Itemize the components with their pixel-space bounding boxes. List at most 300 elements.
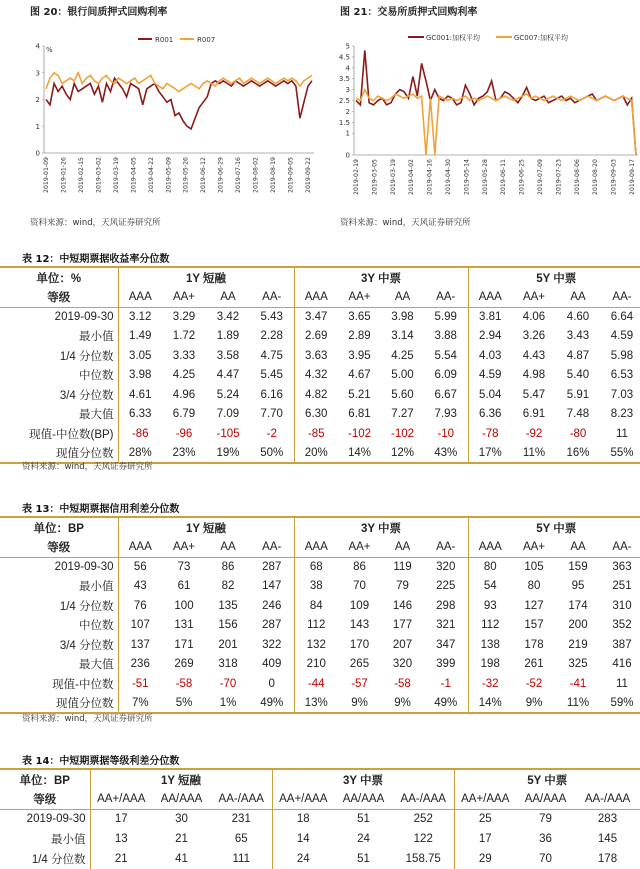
table-cell: 6.81 <box>348 408 371 421</box>
table-cell: 93 <box>483 599 497 612</box>
table-cell: 7.93 <box>424 405 468 425</box>
table-cell: 4.59 <box>610 330 634 343</box>
table-cell: -2 <box>250 424 294 444</box>
fig21-ytick: 1 <box>345 129 350 138</box>
fig20-ytick: 1 <box>35 122 40 131</box>
table-cell: 100 <box>174 599 194 612</box>
level-label: 等级 <box>0 789 90 809</box>
table-cell: 158.75 <box>393 849 454 869</box>
table-cell: 109 <box>349 599 370 612</box>
table-cell: 236 <box>130 658 150 671</box>
fig21-xtick: 2019-08-20 <box>592 159 600 195</box>
table-cell: 11% <box>512 444 556 464</box>
table13 <box>0 516 640 714</box>
fig21-xtick: 2019-03-05 <box>371 159 379 195</box>
fig21-xtick: 2019-05-28 <box>481 159 489 195</box>
fig20-source: 资料来源：wind，天风证券研究所 <box>30 218 161 228</box>
table-cell: 73 <box>177 561 191 573</box>
grade-header: AA+ <box>338 287 381 307</box>
grade-header: AA <box>556 537 600 557</box>
table-cell: 82 <box>221 580 235 593</box>
table-cell: 3.26 <box>522 330 546 343</box>
table-cell: -52 <box>525 677 543 690</box>
table-cell: 416 <box>612 658 632 671</box>
table-cell: 86 <box>353 561 366 573</box>
fig20-xtick: 2019-08-02 <box>252 157 260 193</box>
table-cell: 49% <box>250 694 294 714</box>
fig21-ytick: 3.5 <box>338 75 350 84</box>
table-row <box>0 809 640 829</box>
fig20-series-line <box>46 73 312 92</box>
grade-header: AA <box>381 537 424 557</box>
row-label: 中位数 <box>0 616 118 636</box>
table-cell: 156 <box>218 619 238 632</box>
table-cell: 246 <box>250 596 294 616</box>
table-cell: 4.25 <box>391 349 414 362</box>
fig21-xtick: 2019-04-30 <box>445 159 452 195</box>
fig20-xtick: 2019-01-26 <box>60 157 68 193</box>
row-label: 最大值 <box>0 655 118 675</box>
fig21-xtick: 2019-04-02 <box>408 159 416 195</box>
table-cell: 143 <box>349 619 370 632</box>
table-row <box>0 366 640 386</box>
grade-header: AAA <box>468 537 512 557</box>
table-cell: 7.48 <box>566 408 590 421</box>
table-cell: 68 <box>309 561 323 573</box>
table-cell: 65 <box>211 829 272 849</box>
table-cell: 178 <box>597 853 618 865</box>
table-cell: 2.89 <box>348 330 371 343</box>
table-row <box>0 346 640 366</box>
table-cell: 3.95 <box>348 349 371 362</box>
table13-title: 表 13：中短期票据信用利差分位数 <box>22 504 180 515</box>
table-cell: 119 <box>393 561 412 573</box>
fig20-xtick: 2019-04-22 <box>147 157 155 193</box>
table-cell: -70 <box>219 677 237 690</box>
table-cell: 54 <box>483 580 497 593</box>
header-row-grades <box>0 789 640 809</box>
table14 <box>0 768 640 869</box>
table-cell: 51 <box>357 853 370 865</box>
unit-label: 单位：BP <box>0 517 118 537</box>
table-cell: 6.67 <box>424 385 468 405</box>
table-cell: 399 <box>424 655 468 675</box>
table-cell: 138 <box>480 638 500 651</box>
fig21-xtick: 2019-09-17 <box>629 159 636 195</box>
table-cell: 3.14 <box>391 330 414 343</box>
table-cell: 135 <box>218 599 238 612</box>
table12 <box>0 266 640 464</box>
header-row-groups <box>0 517 640 537</box>
table-cell: 3.58 <box>216 349 240 362</box>
fig21-chart <box>320 20 640 220</box>
fig21-legend-gc001: GC001:加权平均 <box>426 34 481 42</box>
table-cell: 50% <box>250 444 294 464</box>
table-row <box>0 405 640 425</box>
table-cell: 171 <box>174 638 194 651</box>
table-cell: 265 <box>349 658 370 671</box>
level-label: 等级 <box>0 537 118 557</box>
row-label: 1/4 分位数 <box>0 346 118 366</box>
table-cell: 5.24 <box>216 388 240 401</box>
table-cell: 7.70 <box>250 405 294 425</box>
grade-header: AA/AAA <box>334 789 393 809</box>
table-cell: 70 <box>539 853 552 865</box>
row-label: 1/4 分位数 <box>0 596 118 616</box>
table-cell: 86 <box>221 561 235 573</box>
table-cell: 11% <box>556 694 600 714</box>
fig20-ytick: 0 <box>35 149 40 158</box>
table-cell: 2.69 <box>305 330 328 343</box>
table-cell: 122 <box>393 829 454 849</box>
table-cell: 5.21 <box>348 388 371 401</box>
table-cell: 9% <box>338 694 381 714</box>
grade-header: AA-/AAA <box>575 789 640 809</box>
table-cell: 6.91 <box>522 408 546 421</box>
grade-header: AA+ <box>512 287 556 307</box>
table-cell: 261 <box>524 658 544 671</box>
unit-label: 单位：% <box>0 267 118 287</box>
table-cell: 12% <box>381 444 424 464</box>
table-cell: -85 <box>307 427 325 440</box>
table-cell: 3.43 <box>566 330 590 343</box>
fig21-source: 资料来源：wind，天风证券研究所 <box>340 218 471 228</box>
fig20-xtick: 2019-02-15 <box>77 157 85 193</box>
fig21-ytick: 3 <box>345 86 350 95</box>
row-label: 现值分位数 <box>0 444 118 464</box>
row-label: 2019-09-30 <box>0 809 90 829</box>
table-row <box>0 577 640 597</box>
fig21-ytick: 2 <box>345 107 350 116</box>
table-cell: 363 <box>612 561 632 573</box>
table-cell: 14% <box>338 444 381 464</box>
grade-header: AA+/AAA <box>272 789 334 809</box>
table13-source: 资料来源：wind，天风证券研究所 <box>22 714 153 724</box>
table-cell: 4.87 <box>566 349 590 362</box>
group-header: 1Y 短融 <box>118 517 294 537</box>
table-cell: 0 <box>250 674 294 694</box>
table-cell: 159 <box>568 561 588 573</box>
grade-header: AA- <box>600 537 640 557</box>
table-cell: 6.79 <box>172 408 196 421</box>
row-label: 现值-中位数 <box>0 674 118 694</box>
table-cell: 5% <box>162 694 206 714</box>
table-cell: 13 <box>114 833 128 845</box>
table-cell: 1.89 <box>216 330 240 343</box>
table-cell: 56 <box>133 561 147 573</box>
row-label: 1/4 分位数 <box>0 849 90 869</box>
table-cell: 269 <box>174 658 194 671</box>
table-row <box>0 424 640 444</box>
table-cell: 17% <box>468 444 512 464</box>
fig20-xtick: 2019-01-09 <box>43 157 50 193</box>
table-cell: 1.72 <box>172 330 196 343</box>
table-cell: 146 <box>392 599 413 612</box>
group-header: 5Y 中票 <box>468 517 640 537</box>
table-cell: 5.98 <box>610 349 634 362</box>
table-cell: 20% <box>294 444 338 464</box>
table-cell: 320 <box>424 557 468 577</box>
table-cell: 321 <box>424 616 468 636</box>
fig21-ytick: 0 <box>345 151 350 160</box>
grade-header: AAA <box>118 537 162 557</box>
fig20-xtick: 2019-06-29 <box>217 157 225 193</box>
fig20-title: 图 20：银行间质押式回购利率 <box>30 7 168 18</box>
fig20-ytick: 2 <box>35 96 40 104</box>
table-cell: 19% <box>206 444 250 464</box>
fig20-xtick: 2019-09-05 <box>287 157 295 193</box>
table12-title: 表 12：中短期票据收益率分位数 <box>22 254 170 265</box>
grade-header: AA <box>381 287 424 307</box>
table-cell: 59% <box>600 694 640 714</box>
grade-header: AAA <box>294 287 338 307</box>
table-cell: 4.96 <box>172 388 196 401</box>
table-cell: 24 <box>296 853 310 865</box>
table-cell: 137 <box>130 638 150 651</box>
table-cell: 298 <box>424 596 468 616</box>
table-cell: 111 <box>211 849 272 869</box>
table-cell: 157 <box>524 619 544 632</box>
grade-header: AA- <box>250 287 294 307</box>
fig20-xtick: 2019-05-09 <box>165 157 173 193</box>
table-row <box>0 596 640 616</box>
table-cell: 127 <box>524 599 544 612</box>
unit-label: 单位：BP <box>0 769 90 789</box>
table-cell: 6.30 <box>305 408 328 421</box>
table-cell: 3.47 <box>305 311 328 323</box>
table-cell: 95 <box>571 580 585 593</box>
table-cell: 17 <box>114 813 128 826</box>
grade-header: AA+/AAA <box>454 789 516 809</box>
fig20-ytick: 3 <box>35 69 40 78</box>
header-row-groups <box>0 769 640 789</box>
table-cell: 9% <box>381 694 424 714</box>
table-cell: 5.00 <box>391 369 414 382</box>
fig21-xtick: 2019-07-09 <box>537 159 544 195</box>
table-cell: 76 <box>133 599 147 612</box>
table-cell: 107 <box>130 619 150 632</box>
table-cell: 49% <box>424 694 468 714</box>
table-cell: 287 <box>250 557 294 577</box>
table-row <box>0 635 640 655</box>
table-cell: -80 <box>569 427 587 440</box>
table-cell: 178 <box>524 638 544 651</box>
table-cell: 43% <box>424 444 468 464</box>
table-cell: 3.12 <box>129 311 152 323</box>
fig21-ytick: 2.5 <box>338 97 350 105</box>
fig21-ytick: 4.5 <box>338 53 350 62</box>
grade-header: AA+ <box>338 537 381 557</box>
table-cell: 4.98 <box>522 369 546 382</box>
table-cell: 147 <box>250 577 294 597</box>
table-cell: 17 <box>478 833 492 845</box>
table-cell: 51 <box>357 813 370 826</box>
table-cell: -102 <box>347 427 372 440</box>
row-label: 最小值 <box>0 577 118 597</box>
fig21-ytick: 1.5 <box>338 118 350 127</box>
group-header: 3Y 中票 <box>294 517 468 537</box>
table-cell: 30 <box>175 813 188 826</box>
grade-header: AA-/AAA <box>211 789 272 809</box>
table-cell: 287 <box>250 616 294 636</box>
table-cell: 21 <box>175 833 188 845</box>
table-cell: -78 <box>481 427 499 440</box>
fig21-xtick: 2019-06-11 <box>500 159 508 195</box>
table-cell: 201 <box>218 638 238 651</box>
table-cell: 1% <box>206 694 250 714</box>
row-label: 2019-09-30 <box>0 557 118 577</box>
table-cell: 84 <box>309 599 323 612</box>
table-cell: 1.49 <box>129 330 152 343</box>
table-cell: 7% <box>118 694 162 714</box>
table-cell: 13% <box>294 694 338 714</box>
table-cell: 6.09 <box>424 366 468 386</box>
table-cell: -86 <box>131 427 149 440</box>
table-cell: 28% <box>118 444 162 464</box>
table-cell: 55% <box>600 444 640 464</box>
group-header: 1Y 短融 <box>118 267 294 287</box>
grade-header: AA-/AAA <box>393 789 454 809</box>
table-cell: -44 <box>307 677 325 690</box>
grade-header: AA <box>206 537 250 557</box>
table-cell: 219 <box>568 638 588 651</box>
row-label: 最小值 <box>0 327 118 347</box>
table-cell: -32 <box>481 677 499 690</box>
table-cell: 21 <box>114 853 128 865</box>
table-cell: 105 <box>524 561 544 573</box>
table-cell: 3.65 <box>348 311 371 323</box>
table-row <box>0 849 640 869</box>
table-cell: -102 <box>390 427 415 440</box>
table-cell: 5.99 <box>424 307 468 327</box>
table-cell: 36 <box>539 833 552 845</box>
row-label: 最大值 <box>0 405 118 425</box>
fig21-legend-gc007: GC007:加权平均 <box>514 34 569 42</box>
table-cell: 251 <box>612 580 632 593</box>
table-cell: -105 <box>216 427 240 440</box>
table-cell: 4.67 <box>348 369 371 382</box>
table-cell: 4.61 <box>129 388 152 401</box>
table-row <box>0 557 640 577</box>
table-cell: 4.47 <box>216 369 240 382</box>
table-cell: 409 <box>250 655 294 675</box>
group-header: 1Y 短融 <box>90 769 272 789</box>
row-label: 2019-09-30 <box>0 307 118 327</box>
table-cell: 325 <box>568 658 588 671</box>
grade-header: AA <box>206 287 250 307</box>
level-label: 等级 <box>0 287 118 307</box>
table-cell: 11 <box>616 677 628 690</box>
table-cell: -96 <box>175 427 193 440</box>
grade-header: AA+/AAA <box>90 789 152 809</box>
group-header: 3Y 中票 <box>272 769 454 789</box>
fig21-xtick: 2019-04-16 <box>426 159 434 195</box>
table-cell: 3.98 <box>391 311 414 323</box>
table-cell: 80 <box>527 580 541 593</box>
table-cell: 7.27 <box>391 408 414 421</box>
table-cell: 3.63 <box>305 349 328 362</box>
table-cell: 3.42 <box>216 311 240 323</box>
table-cell: 23% <box>162 444 206 464</box>
fig21-xtick: 2019-05-14 <box>463 159 471 195</box>
group-header: 5Y 中票 <box>468 267 640 287</box>
fig20-xtick: 2019-04-05 <box>130 157 138 193</box>
table-cell: 5.91 <box>566 388 590 401</box>
grade-header: AA <box>556 287 600 307</box>
table-cell: -57 <box>351 677 368 690</box>
table-cell: 210 <box>306 658 326 671</box>
grade-header: AA- <box>424 287 468 307</box>
table-row <box>0 655 640 675</box>
table-cell: -58 <box>175 677 193 690</box>
table-cell: 4.60 <box>566 311 590 323</box>
fig21-xtick: 2019-08-06 <box>573 159 581 195</box>
table-row <box>0 829 640 849</box>
table-cell: 4.25 <box>172 369 196 382</box>
grade-header: AA+ <box>162 287 206 307</box>
fig21-ytick: 5 <box>345 42 350 51</box>
table-cell: 2.28 <box>250 327 294 347</box>
table-cell: 5.45 <box>250 366 294 386</box>
fig20-series-line <box>46 78 312 129</box>
grade-header: AAA <box>294 537 338 557</box>
row-label: 现值-中位数(BP) <box>0 424 118 444</box>
fig20-legend-r007: R007 <box>197 36 216 44</box>
table-cell: 170 <box>349 638 370 651</box>
table-cell: 347 <box>424 635 468 655</box>
table-cell: 14% <box>468 694 512 714</box>
table-cell: 132 <box>306 638 326 651</box>
table-row <box>0 694 640 714</box>
table-cell: 3.29 <box>172 311 196 323</box>
table-cell: 225 <box>424 577 468 597</box>
fig21-xtick: 2019-03-19 <box>389 159 397 195</box>
grade-header: AA- <box>600 287 640 307</box>
table-cell: 9% <box>512 694 556 714</box>
row-label: 现值分位数 <box>0 694 118 714</box>
table-cell: 177 <box>392 619 413 632</box>
table-cell: 3.88 <box>424 327 468 347</box>
table-cell: 387 <box>612 638 632 651</box>
group-header: 5Y 中票 <box>454 769 640 789</box>
group-header: 3Y 中票 <box>294 267 468 287</box>
table-row <box>0 307 640 327</box>
table-cell: 24 <box>357 833 370 845</box>
fig21-xtick: 2019-09-03 <box>610 159 618 195</box>
table-cell: 3.05 <box>129 349 152 362</box>
table-row <box>0 327 640 347</box>
table-cell: 5.43 <box>250 307 294 327</box>
table-cell: 4.32 <box>305 369 328 382</box>
table-cell: 5.47 <box>522 388 546 401</box>
table-cell: -92 <box>525 427 543 440</box>
table-cell: 4.75 <box>250 346 294 366</box>
fig21-xtick: 2019-02-19 <box>353 159 360 195</box>
table-cell: 252 <box>393 809 454 829</box>
fig20-chart <box>0 20 320 220</box>
table-cell: 5.54 <box>424 346 468 366</box>
table-cell: 4.43 <box>522 349 546 362</box>
table-cell: 352 <box>612 619 632 632</box>
table-cell: 5.04 <box>479 388 502 401</box>
table-row <box>0 385 640 405</box>
table-row <box>0 674 640 694</box>
table-cell: 6.36 <box>479 408 502 421</box>
table-cell: 283 <box>597 813 618 826</box>
table-cell: -41 <box>569 677 587 690</box>
table-cell: 41 <box>175 853 188 865</box>
row-label: 3/4 分位数 <box>0 635 118 655</box>
